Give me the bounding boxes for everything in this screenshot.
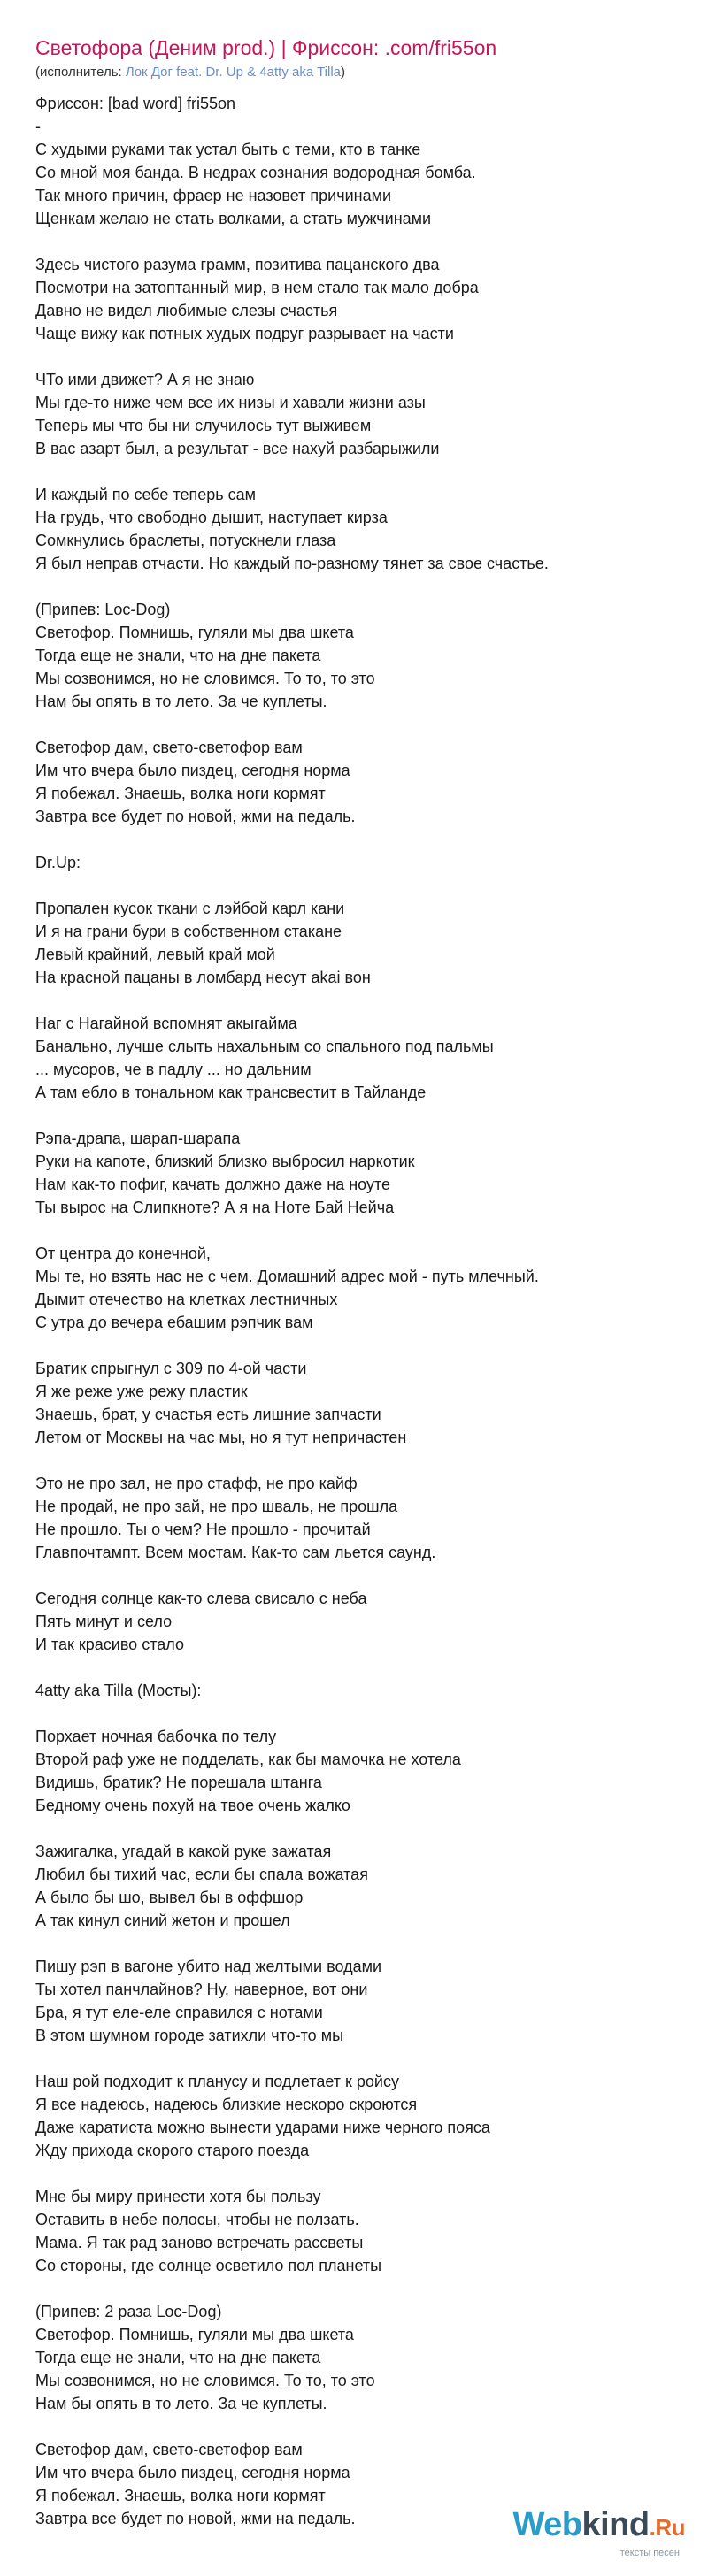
logo-part-web: Web — [512, 2506, 582, 2543]
stanza-gap — [35, 460, 690, 483]
lyric-line: Им что вчера было пиздец, сегодня норма — [35, 762, 350, 779]
lyric-line: Это не про зал, не про стафф, не про кайф — [35, 1475, 358, 1492]
lyric-line: Завтра все будет по новой, жми на педаль. — [35, 2510, 356, 2527]
stanza-gap — [35, 1817, 690, 1840]
lyric-line: Оставить в небе полосы, чтобы не ползать. — [35, 2211, 359, 2228]
stanza-gap — [35, 2415, 690, 2438]
lyric-line: Пять минут и село — [35, 1613, 173, 1630]
lyric-line: Мы где-то ниже чем все их низы и хавали жизни азы — [35, 394, 426, 411]
stanza-gap — [35, 1932, 690, 1955]
lyric-line: Я побежал. Знаешь, волка ноги кормят — [35, 785, 326, 802]
lyric-line: Не прошло. Ты о чем? Не прошло - прочитай — [35, 1521, 371, 1538]
lyric-line: Руки на капоте, близкий близко выбросил наркотик — [35, 1153, 415, 1170]
lyric-line: Нам бы опять в то лето. За че куплеты. — [35, 2395, 327, 2412]
logo-tagline: тексты песен — [620, 2548, 680, 2558]
lyric-line: Мама. Я так рад заново встречать рассветы — [35, 2234, 364, 2251]
lyric-line: Бедному очень похуй на твое очень жалко — [35, 1797, 350, 1814]
lyric-line: Пишу рэп в вагоне убито над желтыми водами — [35, 1958, 382, 1975]
lyric-line: Любил бы тихий час, если бы спала вожатая — [35, 1866, 368, 1883]
lyric-line: Здесь чистого разума грамм, позитива пацанского два — [35, 256, 440, 273]
artists-line — [35, 64, 690, 81]
lyric-line: Со мной моя банда. В недрах сознания водородная бомба. — [35, 164, 476, 181]
lyric-line: Фриссон: [bad word] fri55on — [35, 95, 235, 112]
artists-suffix: ) — [341, 65, 346, 80]
stanza-gap — [35, 1656, 690, 1679]
lyric-line: Я все надеюсь, надеюсь близкие нескоро скроются — [35, 2096, 418, 2113]
lyric-line: Рэпа-драпа, шарап-шарапа — [35, 1130, 241, 1147]
stanza-gap — [35, 1334, 690, 1357]
lyric-line: Сегодня солнце как-то слева свисало с неба — [35, 1590, 367, 1607]
lyric-line: Светофор. Помнишь, гуляли мы два шкета — [35, 2326, 354, 2343]
lyric-line: Дымит отечество на клетках лестничных — [35, 1291, 338, 1308]
lyric-line: Мне бы миру принести хотя бы пользу — [35, 2188, 321, 2205]
artists-prefix: (исполнитель: — [35, 65, 126, 80]
lyric-line: Завтра все будет по новой, жми на педаль. — [35, 808, 356, 825]
lyric-line: Знаешь, брат, у счастья есть лишние запчасти — [35, 1406, 381, 1423]
lyric-line: Им что вчера было пиздец, сегодня норма — [35, 2464, 350, 2481]
lyric-line: Летом от Москвы на час мы, но я тут непричастен — [35, 1429, 407, 1446]
lyric-line: Я же реже уже режу пластик — [35, 1383, 248, 1400]
lyric-line: Пропален кусок ткани с лэйбой карл кани — [35, 900, 345, 917]
lyric-line: Теперь мы что бы ни случилось тут выживем — [35, 417, 372, 434]
lyric-line: Мы созвонимся, но не словимся. То то, то это — [35, 670, 375, 687]
lyric-line: И каждый по себе теперь сам — [35, 486, 257, 503]
page-title: Светофора (Деним prod.) | Фриссон: .com/fri55on — [35, 36, 497, 59]
stanza-gap — [35, 828, 690, 851]
lyric-line: А было бы шо, вывел бы в оффшор — [35, 1889, 304, 1906]
lyric-line: Посмотри на затоптанный мир, в нем стало так мало добра — [35, 279, 479, 296]
logo-wordmark — [508, 2505, 685, 2547]
lyric-line: В этом шумном городе затихли что-то мы — [35, 2027, 344, 2044]
lyric-line: Ты вырос на Слипкноте? А я на Ноте Бай Нейча — [35, 1199, 395, 1216]
stanza-gap — [35, 575, 690, 598]
lyric-line: На грудь, что свободно дышит, наступает кирза — [35, 509, 388, 526]
logo-part-kind: kind — [581, 2506, 650, 2543]
lyric-line: Наг с Нагайной вспомнят акыгайма — [35, 1015, 297, 1032]
stanza-gap — [35, 2047, 690, 2070]
lyric-line: Тогда еще не знали, что на дне пакета — [35, 2349, 321, 2366]
lyric-line: А так кинул синий жетон и прошел — [35, 1912, 290, 1929]
lyric-line: С худыми руками так устал быть с теми, кто в танке — [35, 141, 421, 158]
artists-link[interactable]: Лок Дог feat. Dr. Up & 4atty aka Tilla — [125, 65, 342, 80]
lyric-line: Порхает ночная бабочка по телу — [35, 1728, 277, 1745]
stanza-gap — [35, 713, 690, 736]
lyrics-body — [35, 92, 690, 2530]
lyric-line: Я побежал. Знаешь, волка ноги кормят — [35, 2487, 326, 2504]
lyric-line: Нам как-то пофиг, качать должно даже на ноуте — [35, 1176, 391, 1193]
lyric-line: Нам бы опять в то лето. За че куплеты. — [35, 693, 327, 710]
stanza-gap — [35, 1564, 690, 1587]
lyric-line: Светофор дам, свето-светофор вам — [35, 2441, 303, 2458]
lyric-line: Банально, лучше слыть нахальным со спального под пальмы — [35, 1038, 494, 1055]
lyric-line: Братик спрыгнул с 309 по 4-ой части — [35, 1360, 307, 1377]
lyric-line: И так красиво стало — [35, 1636, 184, 1653]
lyric-line: Наш рой подходит к планусу и подлетает к ройсу — [35, 2073, 399, 2090]
lyric-line: И я на грани бури в собственном стакане — [35, 923, 342, 940]
lyric-line: Жду прихода скорого старого поезда — [35, 2142, 310, 2159]
lyric-line: Ты хотел панчлайнов? Ну, наверное, вот они — [35, 1981, 368, 1998]
lyric-line: (Припев: Loc-Dog) — [35, 601, 171, 618]
lyric-line: Светофор дам, свето-светофор вам — [35, 739, 303, 756]
lyric-line: Я был неправ отчасти. Но каждый по-разному тянет за свое счастье. — [35, 555, 549, 572]
stanza-gap — [35, 345, 690, 368]
stanza-gap — [35, 1104, 690, 1127]
lyric-line: 4atty aka Tilla (Мосты): — [35, 1682, 202, 1699]
stanza-gap — [35, 1702, 690, 1725]
lyric-line: Видишь, братик? Не порешала штанга — [35, 1774, 322, 1791]
lyric-line: Мы созвонимся, но не словимся. То то, то это — [35, 2372, 375, 2389]
lyric-line: Зажигалка, угадай в какой руке зажатая — [35, 1843, 332, 1860]
lyric-line: Щенкам желаю не стать волками, а стать мужчинами — [35, 210, 432, 227]
logo-part-ru: .Ru — [649, 2514, 685, 2541]
lyric-line: Давно не видел любимые слезы счастья — [35, 302, 338, 319]
lyric-line: От центра до конечной, — [35, 1245, 211, 1262]
stanza-gap — [35, 2277, 690, 2300]
lyric-line: Чаще вижу как потных худых подруг разрывает на части — [35, 325, 454, 342]
lyric-line: Левый крайний, левый край мой — [35, 946, 275, 963]
lyric-line: Не продай, не про зай, не про шваль, не прошла — [35, 1498, 398, 1515]
song-header — [35, 35, 690, 81]
lyric-line: (Припев: 2 раза Loc-Dog) — [35, 2303, 222, 2320]
stanza-gap — [35, 1449, 690, 1472]
lyric-line: Так много причин, фраер не назовет причинами — [35, 187, 392, 204]
lyric-line: Светофор. Помнишь, гуляли мы два шкета — [35, 624, 354, 641]
stanza-gap — [35, 989, 690, 1012]
lyric-line: Второй раф уже не подделать, как бы мамочка не хотела — [35, 1751, 461, 1768]
lyric-line: Мы те, но взять нас не с чем. Домашний адрес мой - путь млечный. — [35, 1268, 539, 1285]
lyric-line: Dr.Up: — [35, 854, 81, 871]
lyric-line: ... мусоров, че в падлу ... но дальним — [35, 1061, 312, 1078]
stanza-gap — [35, 230, 690, 253]
lyric-line: Сомкнулись браслеты, потускнели глаза — [35, 532, 336, 549]
stanza-gap — [35, 874, 690, 897]
lyric-line: Бра, я тут еле-еле справился с нотами — [35, 2004, 323, 2021]
lyric-line: С утра до вечера ебашим рэпчик вам — [35, 1314, 313, 1331]
lyric-line: ЧТо ими движет? А я не знаю — [35, 371, 255, 388]
site-logo[interactable] — [508, 2505, 685, 2560]
lyric-line: На красной пацаны в ломбард несут akai вон — [35, 969, 371, 986]
lyric-line: Тогда еще не знали, что на дне пакета — [35, 647, 321, 664]
lyric-line: - — [35, 118, 41, 135]
lyric-line: А там ебло в тональном как трансвестит в Тайланде — [35, 1084, 427, 1101]
stanza-gap — [35, 1219, 690, 1242]
stanza-gap — [35, 2162, 690, 2185]
lyric-line: В вас азарт был, а результат - все нахуй разбарыжили — [35, 440, 440, 457]
lyric-line: Даже каратиста можно вынести ударами ниже черного пояса — [35, 2119, 490, 2136]
lyric-line: Главпочтампт. Всем мостам. Как-то сам льется саунд. — [35, 1544, 436, 1561]
lyric-line: Со стороны, где солнце осветило пол планеты — [35, 2257, 382, 2274]
